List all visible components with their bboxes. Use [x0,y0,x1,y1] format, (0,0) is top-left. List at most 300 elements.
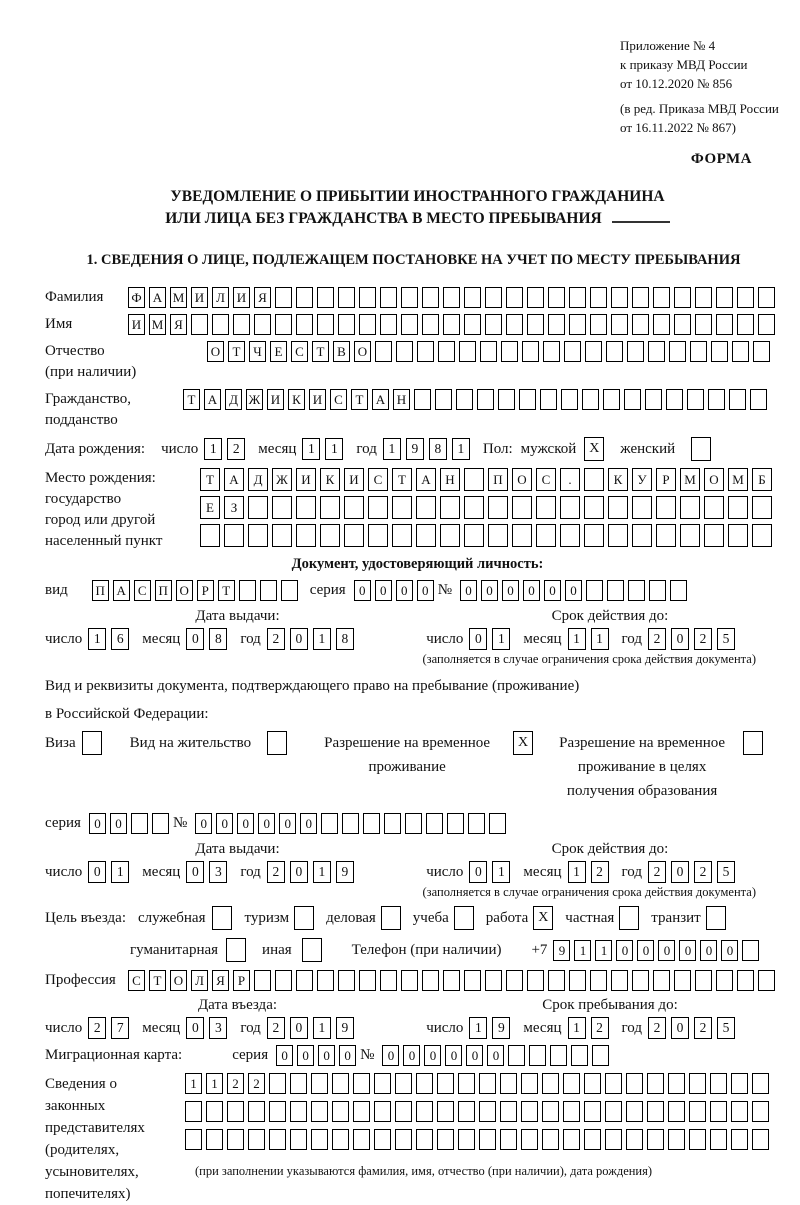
purpose-official-cell[interactable] [212,906,232,930]
migration-number-box[interactable]: 0 [424,1045,441,1066]
identity-expiry-year-box[interactable]: 2 [648,628,666,650]
representatives-char-box[interactable] [647,1073,664,1094]
doc-series-box[interactable]: 0 [354,580,371,601]
representatives-char-box[interactable] [647,1101,664,1122]
representatives-char-box[interactable] [479,1073,496,1094]
birth-place-char-box[interactable] [680,524,700,547]
patronymic-char-box[interactable] [396,341,413,362]
identity-expiry-month-box[interactable]: 1 [568,628,586,650]
residence-issue-day-box[interactable]: 0 [88,861,106,883]
identity-issue-day-box[interactable]: 1 [88,628,106,650]
doc-kind-char-box[interactable] [281,580,298,601]
given-name-char-box[interactable] [506,314,523,335]
birth-place-char-box[interactable] [296,524,316,547]
profession-char-box[interactable] [296,970,313,991]
entry-month-box[interactable]: 0 [186,1017,204,1039]
representatives-char-box[interactable] [227,1129,244,1150]
birth-place-char-box[interactable]: К [320,468,340,491]
birth-place-char-box[interactable]: К [608,468,628,491]
representatives-char-box[interactable] [479,1101,496,1122]
birth-year-box[interactable]: 9 [406,438,424,460]
purpose-transit-cell[interactable] [706,906,726,930]
residence-issue-year-box[interactable]: 1 [313,861,331,883]
representatives-char-box[interactable]: 1 [185,1073,202,1094]
patronymic-char-box[interactable] [690,341,707,362]
residence-expiry-year-box[interactable]: 2 [648,861,666,883]
doc-series-box[interactable]: 0 [375,580,392,601]
birth-place-char-box[interactable]: Т [392,468,412,491]
residence-number-box[interactable] [489,813,506,834]
given-name-char-box[interactable]: Я [170,314,187,335]
birth-place-char-box[interactable] [656,496,676,519]
doc-number-box[interactable]: 0 [460,580,477,601]
surname-char-box[interactable] [338,287,355,308]
profession-char-box[interactable] [590,970,607,991]
surname-char-box[interactable] [569,287,586,308]
representatives-char-box[interactable] [647,1129,664,1150]
doc-kind-char-box[interactable]: П [155,580,172,601]
birth-place-char-box[interactable] [704,524,724,547]
citizenship-char-box[interactable] [603,389,620,410]
representatives-char-box[interactable] [311,1101,328,1122]
surname-char-box[interactable] [275,287,292,308]
representatives-char-box[interactable] [458,1101,475,1122]
birth-place-char-box[interactable]: Е [200,496,220,519]
residence-series-box[interactable]: 0 [110,813,127,834]
representatives-char-box[interactable] [542,1073,559,1094]
representatives-char-box[interactable] [227,1101,244,1122]
profession-char-box[interactable] [737,970,754,991]
doc-number-box[interactable] [649,580,666,601]
representatives-char-box[interactable] [626,1101,643,1122]
residence-issue-year-box[interactable]: 9 [336,861,354,883]
birth-place-char-box[interactable] [344,524,364,547]
birth-month-box[interactable]: 1 [325,438,343,460]
birth-place-char-box[interactable] [464,524,484,547]
representatives-char-box[interactable] [521,1129,538,1150]
citizenship-char-box[interactable]: А [372,389,389,410]
profession-char-box[interactable] [359,970,376,991]
identity-expiry-year-box[interactable]: 5 [717,628,735,650]
birth-place-char-box[interactable]: М [728,468,748,491]
profession-char-box[interactable]: Я [212,970,229,991]
doc-number-box[interactable]: 0 [481,580,498,601]
surname-char-box[interactable] [653,287,670,308]
doc-series-box[interactable]: 0 [396,580,413,601]
surname-char-box[interactable] [695,287,712,308]
representatives-char-box[interactable] [668,1129,685,1150]
birth-place-char-box[interactable]: А [416,468,436,491]
representatives-char-box[interactable] [332,1129,349,1150]
doc-number-box[interactable]: 0 [565,580,582,601]
citizenship-char-box[interactable]: И [309,389,326,410]
representatives-char-box[interactable] [710,1073,727,1094]
patronymic-char-box[interactable] [459,341,476,362]
profession-char-box[interactable] [695,970,712,991]
phone-digit-box[interactable]: 0 [616,940,633,961]
doc-kind-char-box[interactable]: Р [197,580,214,601]
patronymic-char-box[interactable] [375,341,392,362]
birth-year-box[interactable]: 1 [383,438,401,460]
residence-expiry-day-box[interactable]: 1 [492,861,510,883]
patronymic-char-box[interactable] [606,341,623,362]
patronymic-char-box[interactable] [648,341,665,362]
representatives-char-box[interactable] [563,1073,580,1094]
surname-char-box[interactable]: И [233,287,250,308]
profession-char-box[interactable] [527,970,544,991]
residence-issue-month-box[interactable]: 0 [186,861,204,883]
birth-place-char-box[interactable] [368,496,388,519]
identity-expiry-year-box[interactable]: 0 [671,628,689,650]
representatives-char-box[interactable] [458,1073,475,1094]
representatives-char-box[interactable] [458,1129,475,1150]
birth-place-char-box[interactable]: Б [752,468,772,491]
given-name-char-box[interactable] [191,314,208,335]
migration-number-box[interactable]: 0 [466,1045,483,1066]
birth-place-char-box[interactable]: А [224,468,244,491]
representatives-char-box[interactable] [290,1073,307,1094]
profession-char-box[interactable] [464,970,481,991]
birth-place-char-box[interactable] [752,524,772,547]
residence-series-box[interactable]: 0 [89,813,106,834]
entry-year-box[interactable]: 9 [336,1017,354,1039]
patronymic-char-box[interactable] [627,341,644,362]
citizenship-char-box[interactable] [414,389,431,410]
patronymic-char-box[interactable]: Ч [249,341,266,362]
birth-place-char-box[interactable]: О [704,468,724,491]
given-name-char-box[interactable] [359,314,376,335]
surname-char-box[interactable] [485,287,502,308]
representatives-char-box[interactable] [374,1129,391,1150]
residence-number-box[interactable]: 0 [279,813,296,834]
phone-digit-box[interactable]: 1 [574,940,591,961]
profession-char-box[interactable] [716,970,733,991]
patronymic-char-box[interactable]: О [207,341,224,362]
surname-char-box[interactable]: А [149,287,166,308]
birth-month-box[interactable]: 1 [302,438,320,460]
given-name-char-box[interactable] [632,314,649,335]
identity-issue-year-box[interactable]: 0 [290,628,308,650]
migration-number-box[interactable]: 0 [487,1045,504,1066]
birth-place-char-box[interactable]: С [368,468,388,491]
representatives-char-box[interactable]: 2 [248,1073,265,1094]
birth-place-char-box[interactable] [272,524,292,547]
birth-place-char-box[interactable] [416,496,436,519]
stay-day-box[interactable]: 9 [492,1017,510,1039]
citizenship-char-box[interactable]: С [330,389,347,410]
patronymic-char-box[interactable] [732,341,749,362]
birth-place-char-box[interactable] [488,496,508,519]
representatives-char-box[interactable] [563,1101,580,1122]
given-name-char-box[interactable] [674,314,691,335]
given-name-char-box[interactable] [254,314,271,335]
birth-place-char-box[interactable]: И [344,468,364,491]
given-name-char-box[interactable] [380,314,397,335]
representatives-char-box[interactable]: 1 [206,1073,223,1094]
surname-char-box[interactable] [506,287,523,308]
birth-place-char-box[interactable]: З [224,496,244,519]
representatives-char-box[interactable] [353,1101,370,1122]
representatives-char-box[interactable] [290,1101,307,1122]
given-name-char-box[interactable] [758,314,775,335]
identity-expiry-day-box[interactable]: 1 [492,628,510,650]
representatives-char-box[interactable] [332,1101,349,1122]
representatives-char-box[interactable] [248,1101,265,1122]
migration-series-box[interactable]: 0 [297,1045,314,1066]
profession-char-box[interactable] [548,970,565,991]
representatives-char-box[interactable] [185,1129,202,1150]
residence-number-box[interactable] [342,813,359,834]
representatives-char-box[interactable] [437,1129,454,1150]
citizenship-char-box[interactable] [729,389,746,410]
birth-place-char-box[interactable] [320,496,340,519]
representatives-char-box[interactable] [521,1101,538,1122]
surname-char-box[interactable] [590,287,607,308]
temp-residence-checkbox-cell[interactable]: X [513,731,533,755]
given-name-char-box[interactable] [653,314,670,335]
identity-issue-month-box[interactable]: 8 [209,628,227,650]
birth-place-char-box[interactable] [440,524,460,547]
profession-char-box[interactable] [380,970,397,991]
profession-char-box[interactable] [338,970,355,991]
representatives-char-box[interactable] [269,1073,286,1094]
stay-year-box[interactable]: 5 [717,1017,735,1039]
given-name-char-box[interactable] [548,314,565,335]
birth-place-char-box[interactable] [728,524,748,547]
representatives-char-box[interactable] [689,1073,706,1094]
given-name-char-box[interactable] [233,314,250,335]
surname-char-box[interactable]: Я [254,287,271,308]
representatives-char-box[interactable] [500,1073,517,1094]
representatives-char-box[interactable] [395,1101,412,1122]
patronymic-char-box[interactable] [543,341,560,362]
surname-char-box[interactable] [401,287,418,308]
birth-place-char-box[interactable] [584,524,604,547]
representatives-char-box[interactable] [311,1073,328,1094]
birth-place-char-box[interactable]: М [680,468,700,491]
profession-char-box[interactable] [569,970,586,991]
residence-expiry-year-box[interactable]: 2 [694,861,712,883]
birth-place-char-box[interactable] [392,496,412,519]
surname-char-box[interactable] [422,287,439,308]
birth-place-char-box[interactable] [392,524,412,547]
birth-place-char-box[interactable] [560,524,580,547]
citizenship-char-box[interactable]: Т [183,389,200,410]
profession-char-box[interactable] [422,970,439,991]
birth-place-char-box[interactable] [752,496,772,519]
residence-number-box[interactable]: 0 [258,813,275,834]
citizenship-char-box[interactable] [456,389,473,410]
residence-issue-year-box[interactable]: 0 [290,861,308,883]
birth-place-char-box[interactable] [320,524,340,547]
sex-female-checkbox-cell[interactable] [691,437,711,461]
residence-number-box[interactable] [426,813,443,834]
residence-issue-month-box[interactable]: 3 [209,861,227,883]
entry-year-box[interactable]: 0 [290,1017,308,1039]
birth-place-char-box[interactable] [416,524,436,547]
patronymic-char-box[interactable]: Т [228,341,245,362]
representatives-char-box[interactable] [731,1101,748,1122]
given-name-char-box[interactable] [737,314,754,335]
doc-series-box[interactable]: 0 [417,580,434,601]
residence-issue-day-box[interactable]: 1 [111,861,129,883]
entry-day-box[interactable]: 7 [111,1017,129,1039]
stay-year-box[interactable]: 2 [694,1017,712,1039]
citizenship-char-box[interactable]: Н [393,389,410,410]
surname-char-box[interactable] [527,287,544,308]
visa-checkbox-cell[interactable] [82,731,102,755]
citizenship-char-box[interactable] [582,389,599,410]
profession-char-box[interactable] [275,970,292,991]
birth-day-box[interactable]: 2 [227,438,245,460]
given-name-char-box[interactable] [317,314,334,335]
representatives-char-box[interactable] [437,1073,454,1094]
citizenship-char-box[interactable] [750,389,767,410]
residence-number-box[interactable] [447,813,464,834]
representatives-char-box[interactable] [752,1073,769,1094]
doc-kind-char-box[interactable] [260,580,277,601]
representatives-char-box[interactable] [752,1129,769,1150]
birth-place-char-box[interactable] [512,524,532,547]
residence-number-box[interactable] [384,813,401,834]
surname-char-box[interactable]: М [170,287,187,308]
surname-char-box[interactable] [632,287,649,308]
profession-char-box[interactable]: Р [233,970,250,991]
given-name-char-box[interactable] [695,314,712,335]
phone-digit-box[interactable]: 0 [700,940,717,961]
given-name-char-box[interactable] [275,314,292,335]
representatives-char-box[interactable] [689,1129,706,1150]
residence-issue-year-box[interactable]: 2 [267,861,285,883]
representatives-char-box[interactable] [521,1073,538,1094]
phone-digit-box[interactable]: 0 [721,940,738,961]
birth-place-char-box[interactable] [584,468,604,491]
birth-place-char-box[interactable] [248,496,268,519]
identity-issue-year-box[interactable]: 1 [313,628,331,650]
representatives-char-box[interactable] [605,1101,622,1122]
representatives-char-box[interactable] [290,1129,307,1150]
birth-day-box[interactable]: 1 [204,438,222,460]
representatives-char-box[interactable] [269,1129,286,1150]
birth-place-char-box[interactable]: С [536,468,556,491]
birth-place-char-box[interactable]: У [632,468,652,491]
representatives-char-box[interactable] [416,1073,433,1094]
surname-char-box[interactable] [380,287,397,308]
surname-char-box[interactable] [464,287,481,308]
patronymic-char-box[interactable]: О [354,341,371,362]
representatives-char-box[interactable] [563,1129,580,1150]
birth-place-char-box[interactable] [488,524,508,547]
doc-number-box[interactable]: 0 [502,580,519,601]
citizenship-char-box[interactable] [498,389,515,410]
patronymic-char-box[interactable]: В [333,341,350,362]
birth-place-char-box[interactable] [584,496,604,519]
given-name-char-box[interactable] [401,314,418,335]
birth-place-char-box[interactable] [632,524,652,547]
migration-number-box[interactable] [571,1045,588,1066]
birth-place-char-box[interactable]: . [560,468,580,491]
birth-place-char-box[interactable] [728,496,748,519]
residence-series-box[interactable] [131,813,148,834]
phone-digit-box[interactable]: 1 [595,940,612,961]
purpose-work-cell[interactable]: X [533,906,553,930]
migration-number-box[interactable] [550,1045,567,1066]
birth-place-char-box[interactable] [344,496,364,519]
migration-series-box[interactable]: 0 [318,1045,335,1066]
residence-expiry-day-box[interactable]: 0 [469,861,487,883]
birth-place-char-box[interactable]: Ж [272,468,292,491]
patronymic-char-box[interactable]: Т [312,341,329,362]
residence-number-box[interactable] [468,813,485,834]
given-name-char-box[interactable] [611,314,628,335]
citizenship-char-box[interactable] [540,389,557,410]
birth-place-char-box[interactable] [368,524,388,547]
patronymic-char-box[interactable] [480,341,497,362]
representatives-char-box[interactable] [374,1101,391,1122]
representatives-char-box[interactable] [710,1129,727,1150]
representatives-char-box[interactable] [353,1129,370,1150]
representatives-char-box[interactable] [500,1129,517,1150]
representatives-char-box[interactable] [689,1101,706,1122]
doc-number-box[interactable] [586,580,603,601]
representatives-char-box[interactable] [584,1101,601,1122]
surname-char-box[interactable] [296,287,313,308]
representatives-char-box[interactable] [311,1129,328,1150]
birth-place-char-box[interactable] [632,496,652,519]
residence-number-box[interactable] [363,813,380,834]
residence-number-box[interactable] [405,813,422,834]
given-name-char-box[interactable]: М [149,314,166,335]
representatives-char-box[interactable] [416,1129,433,1150]
surname-char-box[interactable] [359,287,376,308]
citizenship-char-box[interactable]: И [267,389,284,410]
profession-char-box[interactable] [254,970,271,991]
migration-series-box[interactable]: 0 [276,1045,293,1066]
identity-expiry-year-box[interactable]: 2 [694,628,712,650]
doc-kind-char-box[interactable]: П [92,580,109,601]
citizenship-char-box[interactable] [477,389,494,410]
residence-number-box[interactable]: 0 [195,813,212,834]
migration-number-box[interactable] [508,1045,525,1066]
doc-kind-char-box[interactable] [239,580,256,601]
purpose-study-cell[interactable] [454,906,474,930]
birth-place-char-box[interactable]: И [296,468,316,491]
stay-month-box[interactable]: 1 [568,1017,586,1039]
phone-digit-box[interactable]: 9 [553,940,570,961]
patronymic-char-box[interactable] [417,341,434,362]
birth-place-char-box[interactable] [464,468,484,491]
representatives-char-box[interactable] [416,1101,433,1122]
doc-kind-char-box[interactable]: О [176,580,193,601]
birth-place-char-box[interactable] [656,524,676,547]
profession-char-box[interactable]: Т [149,970,166,991]
doc-kind-char-box[interactable]: Т [218,580,235,601]
citizenship-char-box[interactable]: Ж [246,389,263,410]
profession-char-box[interactable] [758,970,775,991]
representatives-char-box[interactable] [752,1101,769,1122]
doc-kind-char-box[interactable]: А [113,580,130,601]
surname-char-box[interactable] [548,287,565,308]
patronymic-char-box[interactable] [585,341,602,362]
birth-place-char-box[interactable] [560,496,580,519]
residence-expiry-month-box[interactable]: 1 [568,861,586,883]
given-name-char-box[interactable] [422,314,439,335]
surname-char-box[interactable] [716,287,733,308]
surname-char-box[interactable] [674,287,691,308]
representatives-char-box[interactable] [437,1101,454,1122]
representatives-char-box[interactable] [584,1073,601,1094]
doc-number-box[interactable] [607,580,624,601]
